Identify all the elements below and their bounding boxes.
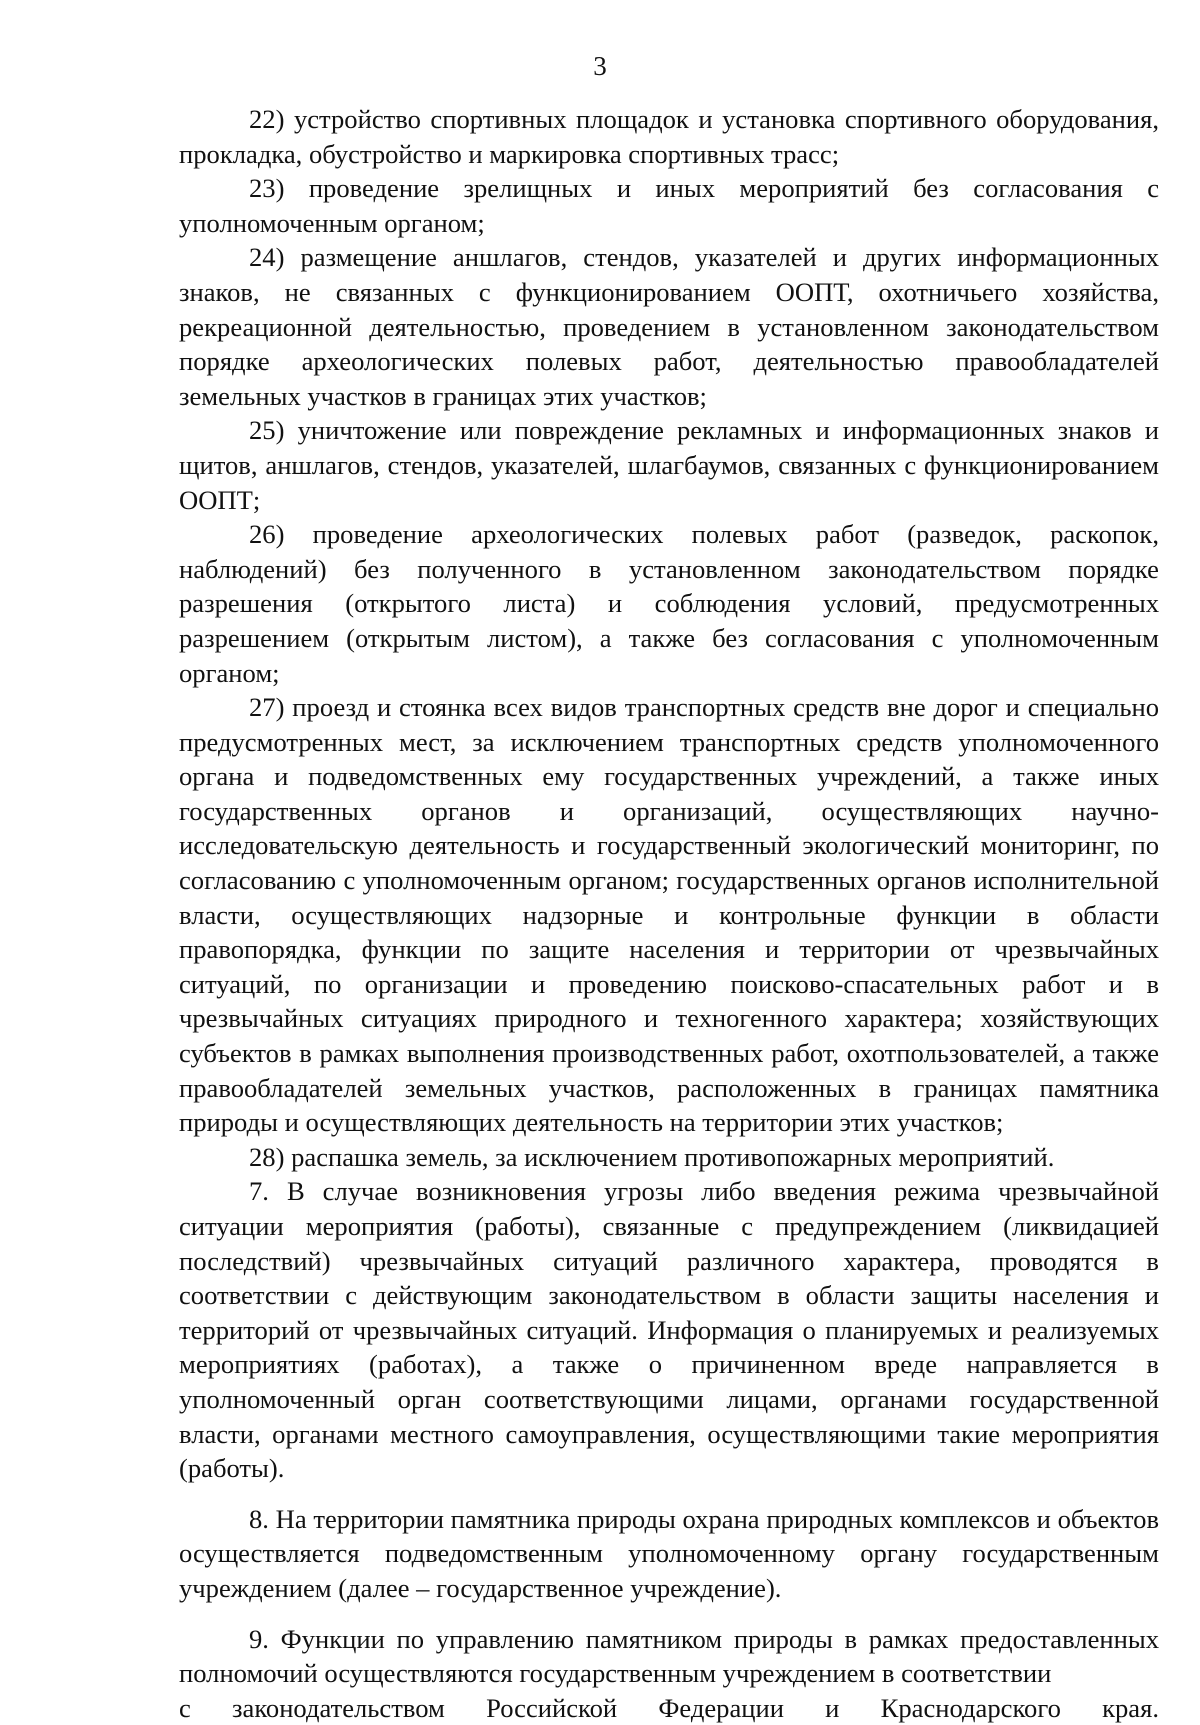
- paragraph-item-23: 23) проведение зрелищных и иных мероприятий без согласования с уполномоченным органом;: [179, 173, 1159, 238]
- page-number: 3: [593, 51, 607, 81]
- paragraph-section-9: 9. Функции по управлению памятником природы в рамках предоставленных полномочий осуществляются государственным учреждением в соответствии: [179, 1623, 1159, 1689]
- paragraph-item-26: 26) проведение археологических полевых работ (разведок, раскопок, наблюдений) без полученного в установленном законодательством порядке разрешения (открытого листа) и соблюдения условий, предусмотренных разрешением (открытым листом), а также без согласования с уполномоченным органом;: [179, 519, 1159, 688]
- paragraph-section-7: 7. В случае возникновения угрозы либо введения режима чрезвычайной ситуации мероприятия (работы), связанные с предупреждением (ликвидацией последствий) чрезвычайных ситуаций различного характера, проводятся в соответствии с действующим законодательством в области защиты населения и территорий от чрезвычайных ситуаций. Информация о планируемых и реализуемых мероприятиях (работах), а также о причиненном вреде направляется в уполномоченный орган соответствующими лицами, органами государственной власти, органами местного самоуправления, осуществляющими такие мероприятия (работы).: [179, 1176, 1159, 1484]
- paragraph-item-22: 22) устройство спортивных площадок и установка спортивного оборудования, прокладка, обустройство и маркировка спортивных трасс;: [179, 104, 1159, 169]
- paragraph-item-25: 25) уничтожение или повреждение рекламных и информационных знаков и щитов, аншлагов, стендов, указателей, шлагбаумов, связанных с функционированием ООПТ;: [179, 415, 1159, 515]
- document-body: [179, 102, 1159, 1725]
- paragraph-item-28: 28) распашка земель, за исключением противопожарных мероприятий.: [249, 1141, 1055, 1172]
- paragraph-item-24: 24) размещение аншлагов, стендов, указателей и других информационных знаков, не связанных с функционированием ООПТ, охотничьего хозяйства, рекреационной деятельностью, проведением в установленном законодательством порядке археологических полевых работ, деятельностью правообладателей земельных участков в границах этих участков;: [179, 242, 1159, 411]
- paragraph-item-27: 27) проезд и стоянка всех видов транспортных средств вне дорог и специально предусмотренных мест, за исключением транспортных средств уполномоченного органа и подведомственных ему государственных учреждений, а также иных государственных органов и организаций, осуществляющих научно-исследовательскую деятельность и государственный экологический мониторинг, по согласованию с уполномоченным органом; государственных органов исполнительной власти, осуществляющих надзорные и контрольные функции в области правопорядка, функции по защите населения и территории от чрезвычайных ситуаций, по организации и проведению поисково-спасательных работ и в чрезвычайных ситуациях природного и техногенного характера; хозяйствующих субъектов в рамках выполнения производственных работ, охотпользователей, а также правообладателей земельных участков, расположенных в границах памятника природы и осуществляющих деятельность на территории этих участков;: [179, 692, 1159, 1138]
- paragraph-section-9-last-line: с законодательством Российской Федерации и Краснодарского края.: [179, 1692, 1159, 1723]
- paragraph-section-8: 8. На территории памятника природы охрана природных комплексов и объектов осуществляется подведомственным уполномоченному органу государственным учреждением (далее – государственное учреждение).: [179, 1503, 1159, 1603]
